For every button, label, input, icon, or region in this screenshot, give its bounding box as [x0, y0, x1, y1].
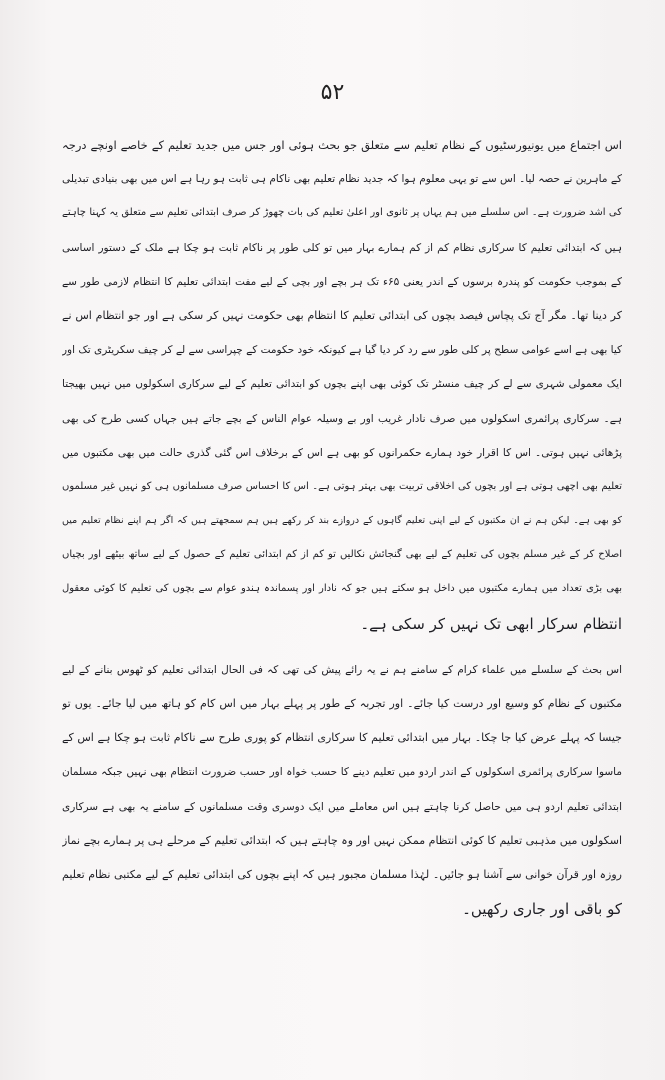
text-line: انتظام سرکار ابھی تک نہیں کر سکی ہے۔: [360, 614, 622, 633]
page-body-text: [62, 128, 622, 926]
text-line: روزہ اور قرآن خوانی سے آشنا ہو جائیں۔ لہٰذا مسلمان مجبور ہیں کہ اپنے بچوں کی ابتدائی تعلیم کے لیے مکتبی نظام تعلیم: [62, 867, 622, 881]
text-line: اسکولوں میں مذہبی تعلیم کا کوئی انتظام ممکن نہیں اور وہ چاہتے ہیں کہ ابتدائی تعلیم کے مرحلے ہی پر ہمارے بچے نماز: [62, 833, 622, 847]
text-line: کے ماہرین نے حصہ لیا۔ اس سے تو یہی معلوم ہوا کہ جدید نظام تعلیم بھی ناکام ہی ثابت ہو رہا ہے اس میں بھی بنیادی تبدیلی: [62, 173, 622, 186]
text-line: اس بحث کے سلسلے میں علماء کرام کے سامنے ہم نے یہ رائے پیش کی تھی کہ فی الحال ابتدائی تعلیم کو ٹھوس بنانے کے لیے: [62, 663, 622, 676]
text-line: بھی بڑی تعداد میں ہمارے مکتبوں میں داخل ہو سکتے ہیں جو کہ نادار اور پسماندہ ہندو عوام سے بچوں کی تعلیم کا کوئی معقول: [62, 583, 622, 595]
paragraph-1: [62, 128, 622, 641]
text-line: کر دینا تھا۔ مگر آج تک پچاس فیصد بچوں کی ابتدائی تعلیم کا انتظام بھی حکومت نہیں کر سکی ہے اور جو انتظام اس نے: [62, 308, 622, 322]
text-line: جیسا کہ پہلے عرض کیا جا چکا۔ بہار میں ابتدائی تعلیم کا سرکاری انتظام کو پوری طرح سے ناکام ثابت ہو چکا ہے اس کے: [62, 731, 622, 745]
text-line: پڑھائی نہیں ہوتی۔ اس کا اقرار خود ہمارے حکمرانوں کو بھی ہے اس کے برخلاف اس گئی گذری حالت میں بھی مکتبوں میں: [62, 446, 622, 459]
text-line: ہے۔ سرکاری پرائمری اسکولوں میں صرف نادار غریب اور بے وسیلہ عوام الناس کے بچے جاتے ہیں جہاں کسی طرح کی بھی: [62, 412, 622, 425]
paragraph-2: [62, 653, 622, 927]
text-line: کی اشد ضرورت ہے۔ اس سلسلے میں ہم یہاں پر ثانوی اور اعلیٰ تعلیم کی بات چھوڑ کر صرف ابتدائی تعلیم سے متعلق یہ کہنا چاہتے: [62, 207, 622, 219]
text-line: تعلیم بھی اچھی ہوتی ہے اور بچوں کی اخلاقی تربیت بھی بہتر ہوتی ہے۔ اس کا احساس صرف مسلمانوں ہی کو نہیں غیر مسلموں: [62, 480, 622, 492]
text-line: کے بموجب حکومت کو پندرہ برسوں کے اندر یعنی ۶۵ء تک ہر بچے اور بچی کے لیے مفت ابتدائی تعلیم کا انتظام لازمی طور سے: [62, 275, 622, 288]
text-line: ایک معمولی شہری سے لے کر چیف منسٹر تک کوئی بھی اپنے بچوں کو ابتدائی تعلیم کے لیے سرکاری اسکولوں میں نہیں بھیجتا: [62, 378, 622, 391]
text-line: ماسوا سرکاری پرائمری اسکولوں کے اندر اردو میں تعلیم دینے کا حسب خواہ اور حسب ضرورت انتظام بھی نہیں جبکہ مسلمان: [62, 766, 622, 779]
text-line: کیا بھی ہے اسے عوامی سطح پر کلی طور سے رد کر دیا گیا ہے کیونکہ خود حکومت کے چپراسی سے لے کر چیف سکریٹری تک اور: [62, 344, 622, 357]
text-line: اصلاح کر کے غیر مسلم بچوں کی تعلیم کے لیے بھی گنجائش نکالیں تو کم از کم ابتدائی تعلیم کے حصول کے لیے ساتھ بیٹھے اور بچیاں: [62, 549, 622, 561]
text-line: ابتدائی تعلیم اردو ہی میں حاصل کرنا چاہتے ہیں اس معاملے میں ایک دوسری وقت مسلمانوں کے سامنے یہ بھی ہے سرکاری: [62, 800, 622, 813]
paragraph-gap: [62, 641, 622, 653]
text-line: اس اجتماع میں یونیورسٹیوں کے نظام تعلیم سے متعلق جو بحث ہوئی اور جس میں جدید تعلیم کے خاصے اونچے درجہ: [62, 138, 622, 152]
text-line: مکتبوں کے نظام کو وسیع اور درست کیا جائے۔ اور تجربہ کے طور پر پہلے بہار میں اس کام کو ہاتھ میں لیا جائے۔ یوں تو: [62, 697, 622, 710]
text-line: کو باقی اور جاری رکھیں۔: [462, 900, 622, 919]
text-line: کو بھی ہے۔ لیکن ہم نے ان مکتبوں کے لیے اپنی تعلیم گاہوں کے دروازے بند کر رکھے ہیں ہم سمجھتے ہیں کہ اگر ہم اپنے نظام تعلیم میں: [62, 515, 622, 527]
page-number: ۵۲: [320, 80, 345, 105]
text-line: ہیں کہ ابتدائی تعلیم کا سرکاری نظام کم از کم ہمارے بہار میں تو کلی طور پر ناکام ثابت ہو چکا ہے ملک کے دستور اساسی: [62, 241, 622, 254]
